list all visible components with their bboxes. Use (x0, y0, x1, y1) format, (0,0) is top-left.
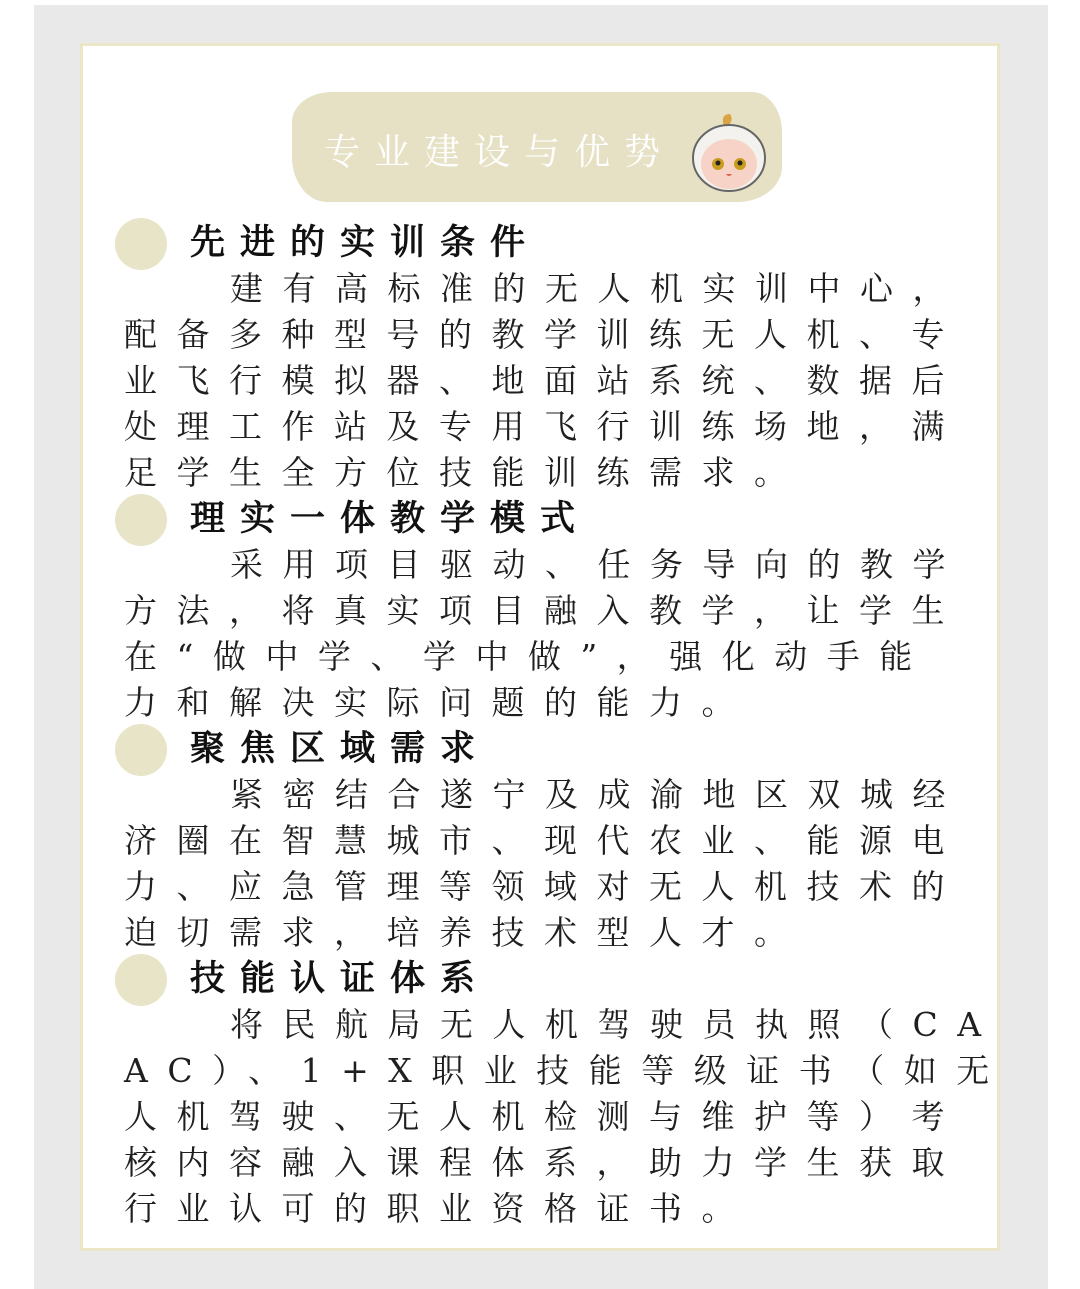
section-teaching-model (0, 496, 1080, 726)
content (0, 220, 1080, 1232)
paragraph-line: 采用项目驱动、任务导向的教学 (230, 545, 965, 584)
paragraph-line: 配备多种型号的教学训练无人机、专 (124, 315, 964, 354)
paragraph-line: 济圈在智慧城市、现代农业、能源电 (124, 821, 964, 860)
paragraph-line: 建有高标准的无人机实训中心， (230, 269, 965, 308)
paragraph-line: 处理工作站及专用飞行训练场地，满 (124, 407, 964, 446)
paragraph-line: 将民航局无人机驾驶员执照（CA (230, 1005, 1001, 1044)
section-heading: 先进的实训条件 (190, 223, 541, 263)
paragraph-line: 紧密结合遂宁及成渝地区双城经 (230, 775, 965, 814)
bullet-circle-icon (115, 218, 167, 270)
section-heading: 理实一体教学模式 (190, 499, 591, 539)
section-heading: 技能认证体系 (190, 959, 491, 999)
paragraph-line: 人机驾驶、无人机检测与维护等）考 (124, 1097, 964, 1136)
paragraph-line: 在“做中学、学中做”，强化动手能 (124, 637, 932, 676)
paragraph-line: 足学生全方位技能训练需求。 (124, 453, 807, 492)
section-training-conditions (0, 220, 1080, 496)
paragraph-line: 核内容融入课程体系，助力学生获取 (124, 1143, 964, 1182)
bullet-circle-icon (115, 494, 167, 546)
section-regional-needs (0, 726, 1080, 956)
paragraph-line: 方法，将真实项目融入教学，让学生 (124, 591, 964, 630)
paragraph-line: 行业认可的职业资格证书。 (124, 1189, 754, 1228)
paragraph-line: 力和解决实际问题的能力。 (124, 683, 754, 722)
mascot-icon (688, 112, 770, 192)
page-title: 专业建设与优势 (324, 132, 675, 173)
paragraph-line: AC）、1+X职业技能等级证书（如无 (124, 1051, 1009, 1090)
section-certification (0, 956, 1080, 1232)
paragraph-line: 力、应急管理等领域对无人机技术的 (124, 867, 964, 906)
bullet-circle-icon (115, 954, 167, 1006)
paragraph-line: 业飞行模拟器、地面站系统、数据后 (124, 361, 964, 400)
paragraph-line: 迫切需求，培养技术型人才。 (124, 913, 807, 952)
bullet-circle-icon (115, 724, 167, 776)
section-heading: 聚焦区域需求 (190, 729, 491, 769)
